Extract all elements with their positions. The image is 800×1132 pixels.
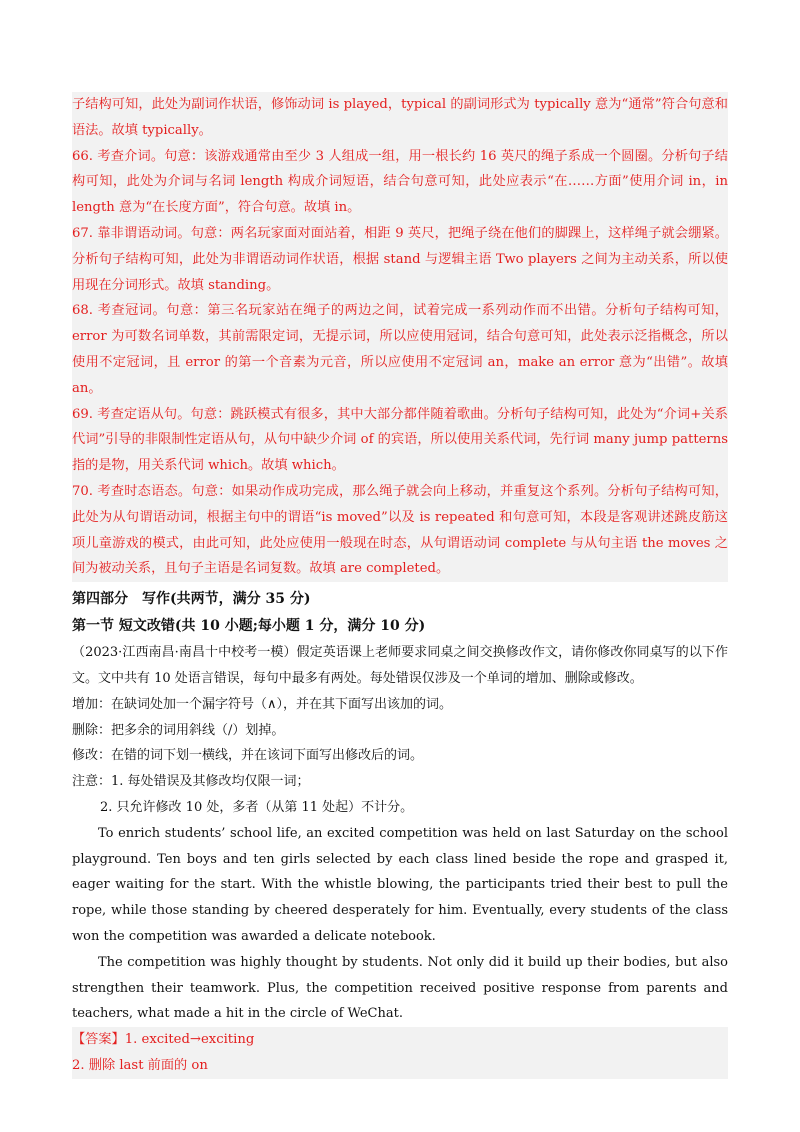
rule-note-1: 注意：1. 每处错误及其修改均仅限一词； bbox=[72, 774, 310, 790]
answer-1: 1. excited→exciting bbox=[124, 1032, 255, 1048]
answer-row-2 bbox=[72, 1053, 728, 1079]
question-intro: （2023·江西南昌·南昌十中校考一模）假定英语课上老师要求同桌之间交换修改作文，请你修改你同桌写的以下作文。文中共有 10 处语言错误，每句中最多有两处。每处错误仅涉及一个单词的增加、删除或修改。 bbox=[72, 645, 728, 686]
passage-paragraph-2: The competition was highly thought by students. Not only did it build up their bodies, but also strengthen their teamwork. Plus, the competition received positive response from parents and teachers, what made a hit in the circle of WeChat. bbox=[72, 954, 728, 1022]
section-title: 第四部分 写作(共两节，满分 35 分) bbox=[72, 591, 311, 608]
rule-note-2: 2. 只允许修改 10 处，多者（从第 11 处起）不计分。 bbox=[100, 799, 414, 815]
answer-label: 【答案】 bbox=[72, 1032, 125, 1048]
subsection-title: 第一节 短文改错(共 10 小题;每小题 1 分，满分 10 分) bbox=[72, 618, 426, 635]
passage-paragraph-1: To enrich students’ school life, an excited competition was held on last Saturday on the school playground. Ten boys and ten girls selected by each class lined beside the rope and grasped it, eager waiting for the start. With the whistle blowing, the participants tried their best to pull the rope, while those standing by cheered desperately for him. Eventually, every students of the class won the competition was awarded a delicate notebook. bbox=[72, 825, 728, 944]
rule-add: 增加：在缺词处加一个漏字符号（∧），并在其下面写出该加的词。 bbox=[72, 696, 453, 712]
rule-modify: 修改：在错的词下划一横线，并在该词下面写出修改后的词。 bbox=[72, 748, 424, 764]
analysis-line-65-cont: 子结构可知，此处为副词作状语，修饰动词 is played，typical 的副词形式为 typically 意为“通常”符合句意和语法。故填 typically。 bbox=[72, 97, 728, 138]
analysis-line-68: 68. 考查冠词。句意：第三名玩家站在绳子的两边之间，试着完成一系列动作而不出错。分析句子结构可知，error 为可数名词单数，其前需限定词，无提示词，所以应使用冠词，结合句意可知，此处表示泛指概念，所以使用不定冠词，且 error 的第一个音素为元音，所以应使用不定冠词 an，make an error 意为“出错”。故填 an。 bbox=[72, 303, 728, 396]
answer-row-1 bbox=[72, 1027, 728, 1053]
document-page bbox=[72, 92, 728, 1079]
answer-2: 2. 删除 last 前面的 on bbox=[72, 1057, 208, 1073]
answer-analysis-block bbox=[72, 92, 728, 582]
analysis-line-69: 69. 考查定语从句。句意：跳跃模式有很多，其中大部分都伴随着歌曲。分析句子结构可知，此处为“介词+关系代词”引导的非限制性定语从句，从句中缺少介词 of 的宾语，所以使用关系代词，先行词 many jump patterns 指的是物，用关系代词 which。故填 which。 bbox=[72, 406, 728, 474]
rule-delete: 删除：把多余的词用斜线（/）划掉。 bbox=[72, 722, 285, 738]
analysis-line-70: 70. 考查时态语态。句意：如果动作成功完成，那么绳子就会向上移动，并重复这个系列。分析句子结构可知，此处为从句谓语动词，根据主句中的谓语“is moved”以及 is repeated 和句意可知，本段是客观讲述跳皮筋这项儿童游戏的模式，由此可知，此处应使用一般现在时态，从句谓语动词 complete 与从句主语 the moves 之间为被动关系，且句子主语是名词复数。故填 are completed。 bbox=[72, 483, 728, 577]
analysis-line-67: 67. 靠非谓语动词。句意：两名玩家面对面站着，相距 9 英尺，把绳子绕在他们的脚踝上，这样绳子就会绷紧。分析句子结构可知，此处为非谓语动词作状语，根据 stand 与逻辑主语 Two players 之间为主动关系，所以使用现在分词形式。故填 standing。 bbox=[72, 225, 728, 293]
analysis-line-66: 66. 考查介词。句意：该游戏通常由至少 3 人组成一组，用一根长约 16 英尺的绳子系成一个圆圈。分析句子结构可知，此处为介词与名词 length 构成介词短语，结合句意可知，此处应表示“在……方面”使用介词 in，in length 意为“在长度方面”，符合句意。故填 in。 bbox=[72, 148, 728, 216]
